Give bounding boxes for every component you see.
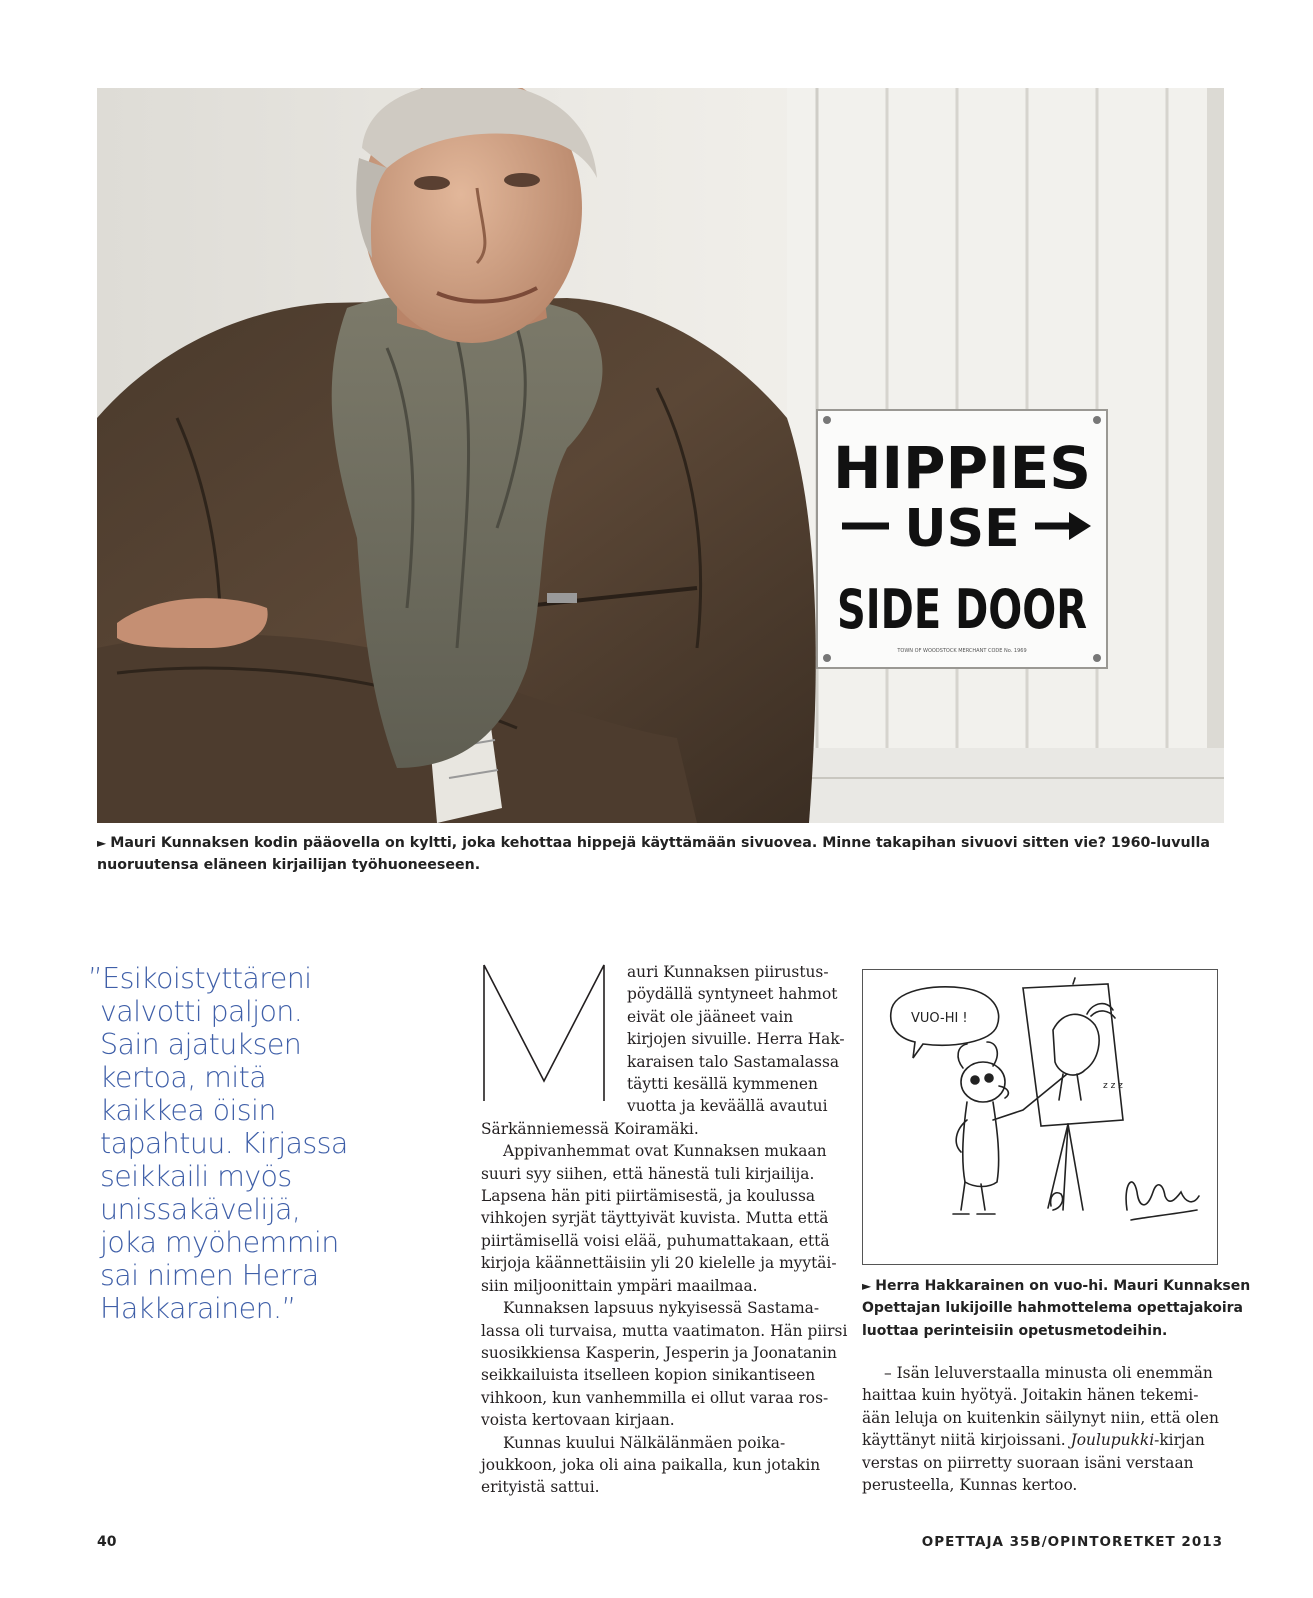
article-line: lassa oli turvaisa, mutta vaatimaton. Hän piirsi — [481, 1321, 848, 1340]
article-line: erityistä sattui. — [481, 1478, 600, 1497]
dropcap-wrap-line: auri Kunnaksen piirustus- — [627, 963, 829, 981]
article-body — [481, 961, 848, 1499]
article-line: vihkoon, kun vanhemmilla ei ollut varaa ros- — [481, 1388, 829, 1407]
article-line: suosikkiensa Kasperin, Jesperin ja Joonatanin — [481, 1343, 837, 1362]
article-line: Särkänniemessä Koiramäki. — [481, 1119, 699, 1138]
article-line: kirjoja käännettäisiin yli 20 kielelle ja myytäi- — [481, 1254, 837, 1273]
body-line — [862, 1429, 1222, 1451]
photo-caption-text: Mauri Kunnaksen kodin pääovella on kyltti, joka kehottaa hippejä käyttämään sivuovea. Minne takapihan sivuovi sitten vie? 1960-luvulla nuoruutensa eläneen kirjailijan työhuoneeseen. — [97, 835, 1210, 873]
body-line: – Isän leluverstaalla minusta oli enemmän — [884, 1364, 1213, 1382]
sign-line-2: USE — [904, 499, 1020, 559]
article-line: suuri syy siihen, että hänestä tuli kirjailija. — [481, 1164, 815, 1183]
body-line: perusteella, Kunnas kertoo. — [862, 1476, 1078, 1495]
body-line: verstas on piirretty suoraan isäni verstaan — [862, 1453, 1194, 1472]
herra-hakkarainen-cartoon — [863, 970, 1217, 1264]
cartoon-illustration — [862, 969, 1218, 1265]
pull-quote-line: Hakkarainen.” — [100, 1292, 296, 1325]
book-title-italic: Joulupukki — [1070, 1431, 1155, 1450]
photo-caption — [97, 832, 1224, 876]
pull-quote-line: kertoa, mitä — [100, 1061, 267, 1094]
dropcap-wrap-lines — [481, 961, 845, 1118]
article-line: seikkailuista itselleen kopion sinikantiseen — [481, 1366, 816, 1385]
cartoon-caption-line: luottaa perinteisiin opetusmetodeihin. — [862, 1322, 1168, 1339]
dropcap-wrap-line: pöydällä syntyneet hahmot — [627, 985, 838, 1004]
article-line: joukkoon, joka oli aina paikalla, kun jotakin — [481, 1455, 821, 1474]
article-line: siin miljoonittain ympäri maailmaa. — [481, 1276, 758, 1295]
body-line: ään leluja on kuitenkin säilynyt niin, että olen — [862, 1408, 1219, 1427]
portrait-photo — [97, 88, 1224, 823]
cartoon-speech-text: VUO-HI ! — [911, 1011, 968, 1026]
sign-line-3: SIDE DOOR — [837, 578, 1087, 641]
article-line: piirtämisellä voisi elää, puhumattakaan, että — [481, 1231, 830, 1250]
article-line: voista kertovaan kirjaan. — [481, 1411, 675, 1430]
sign-line-1: HIPPIES — [832, 434, 1092, 502]
article-line: vihkojen syrjät täyttyivät kuvista. Mutta että — [481, 1209, 829, 1228]
dropcap-wrap-line: eivät ole jääneet vain — [627, 1007, 794, 1026]
pull-quote-line: Sain ajatuksen — [100, 1028, 302, 1061]
dropcap-wrap-line: täytti kesällä kymmenen — [627, 1075, 818, 1094]
cartoon-caption-line: Opettajan lukijoille hahmottelema opettajakoira — [862, 1300, 1243, 1317]
right-column-text — [862, 1362, 1222, 1496]
sign-fine-print: TOWN OF WOODSTOCK MERCHANT CODE No. 1969 — [897, 648, 1027, 654]
dropcap-letter-text: M — [544, 1031, 546, 1032]
cartoon-caption-line: Herra Hakkarainen on vuo-hi. Mauri Kunnaksen — [875, 1278, 1251, 1294]
magazine-footer: OPETTAJA 35B/OPINTORETKET 2013 — [921, 1534, 1223, 1550]
pull-quote-line: seikkaili myös — [100, 1160, 292, 1193]
pull-quote-line: kaikkea öisin — [100, 1094, 276, 1127]
caption-marker-icon: ► — [97, 836, 107, 850]
pull-quote — [88, 962, 388, 1325]
article-line: Appivanhemmat ovat Kunnaksen mukaan — [503, 1142, 827, 1161]
body-line-part: -kirjan — [1154, 1431, 1205, 1450]
photo-illustration — [97, 88, 1224, 823]
pull-quote-line: tapahtuu. Kirjassa — [100, 1127, 348, 1160]
pull-quote-line: unissakävelijä, — [100, 1193, 301, 1226]
dropcap-wrap-line: kirjojen sivuille. Herra Hak- — [627, 1030, 845, 1049]
dropcap-wrap-line: karaisen talo Sastamalassa — [627, 1052, 840, 1071]
article-line: Lapsena hän piti piirtämisestä, ja koulussa — [481, 1187, 816, 1206]
article-paragraphs — [481, 1118, 848, 1499]
body-line-part: käyttänyt niitä kirjoissani. — [862, 1431, 1071, 1450]
cartoon-caption — [862, 1275, 1251, 1342]
svg-text:z z z: z z z — [1103, 1081, 1123, 1091]
page-number: 40 — [97, 1534, 117, 1550]
pull-quote-line: sai nimen Herra — [100, 1259, 319, 1292]
dropcap-wrap-line: vuotta ja keväällä avautui — [627, 1097, 828, 1116]
article-line: Kunnaksen lapsuus nykyisessä Sastama- — [503, 1299, 820, 1318]
pull-quote-line: valvotti paljon. — [100, 995, 303, 1028]
caption-marker-icon: ► — [862, 1279, 872, 1293]
pull-quote-line: joka myöhemmin — [100, 1226, 339, 1259]
hippies-sign — [817, 410, 1107, 668]
pull-quote-line: ”Esikoistyttäreni — [88, 962, 312, 995]
body-line: haittaa kuin hyötyä. Joitakin hänen tekemi- — [862, 1386, 1199, 1405]
article-line: Kunnas kuului Nälkälänmäen poika- — [503, 1433, 786, 1452]
